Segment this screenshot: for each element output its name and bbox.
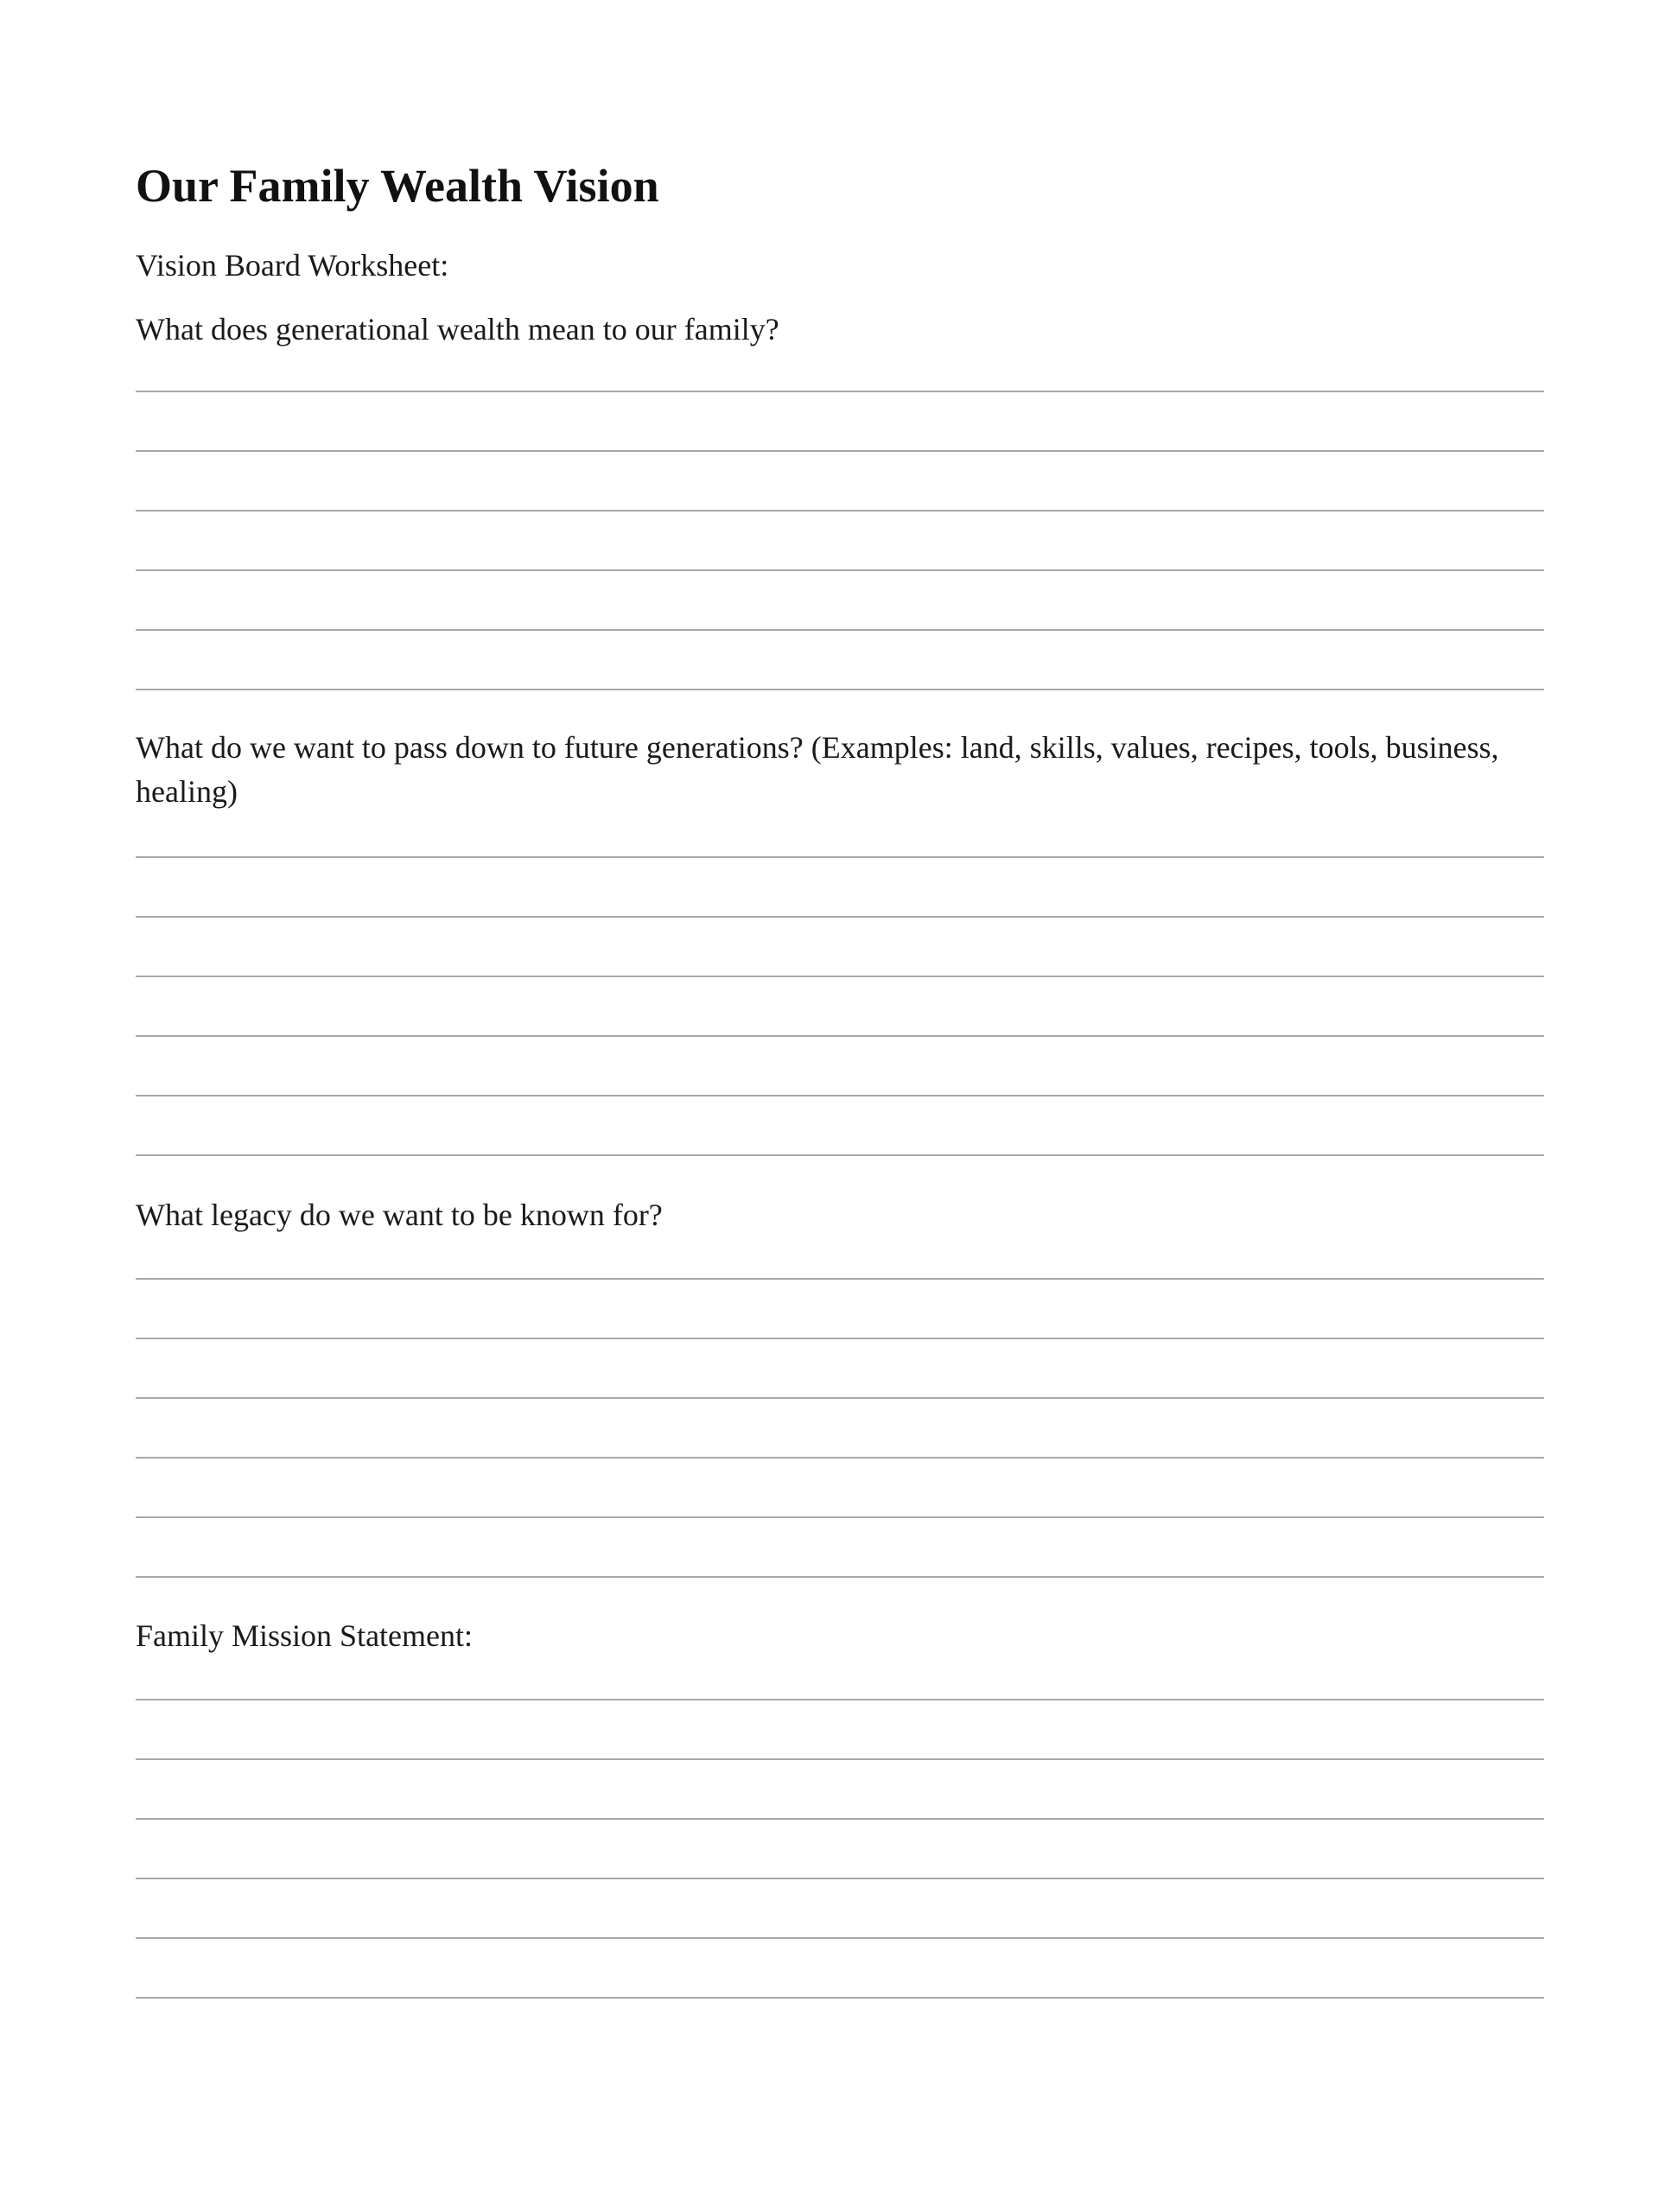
question-legacy: What legacy do we want to be known for? bbox=[136, 1198, 663, 1232]
writing-line[interactable] bbox=[136, 1937, 1544, 1939]
writing-line[interactable] bbox=[136, 510, 1544, 512]
page-title: Our Family Wealth Vision bbox=[136, 160, 659, 212]
question-mission-statement: Family Mission Statement: bbox=[136, 1618, 474, 1653]
writing-line[interactable] bbox=[136, 1576, 1544, 1578]
writing-line[interactable] bbox=[136, 450, 1544, 452]
writing-line[interactable] bbox=[136, 569, 1544, 571]
question-generational-wealth: What does generational wealth mean to our family? bbox=[136, 312, 779, 346]
writing-line[interactable] bbox=[136, 1035, 1544, 1037]
writing-line[interactable] bbox=[136, 1878, 1544, 1879]
writing-line[interactable] bbox=[136, 976, 1544, 977]
writing-line[interactable] bbox=[136, 629, 1544, 631]
writing-line[interactable] bbox=[136, 1516, 1544, 1518]
writing-line[interactable] bbox=[136, 391, 1544, 392]
worksheet-subtitle: Vision Board Worksheet: bbox=[136, 248, 449, 283]
writing-line[interactable] bbox=[136, 1095, 1544, 1096]
writing-line[interactable] bbox=[136, 1818, 1544, 1820]
writing-line[interactable] bbox=[136, 856, 1544, 858]
writing-line[interactable] bbox=[136, 1154, 1544, 1156]
writing-line[interactable] bbox=[136, 1457, 1544, 1459]
writing-line[interactable] bbox=[136, 1278, 1544, 1280]
writing-line[interactable] bbox=[136, 1397, 1544, 1399]
writing-line[interactable] bbox=[136, 1338, 1544, 1339]
writing-line[interactable] bbox=[136, 1699, 1544, 1700]
writing-line[interactable] bbox=[136, 689, 1544, 690]
writing-line[interactable] bbox=[136, 1758, 1544, 1760]
writing-line[interactable] bbox=[136, 1997, 1544, 1999]
writing-line[interactable] bbox=[136, 916, 1544, 918]
question-pass-down: What do we want to pass down to future generations? (Examples: land, skills, values, recipes, tools, business, healing) bbox=[136, 730, 1499, 809]
